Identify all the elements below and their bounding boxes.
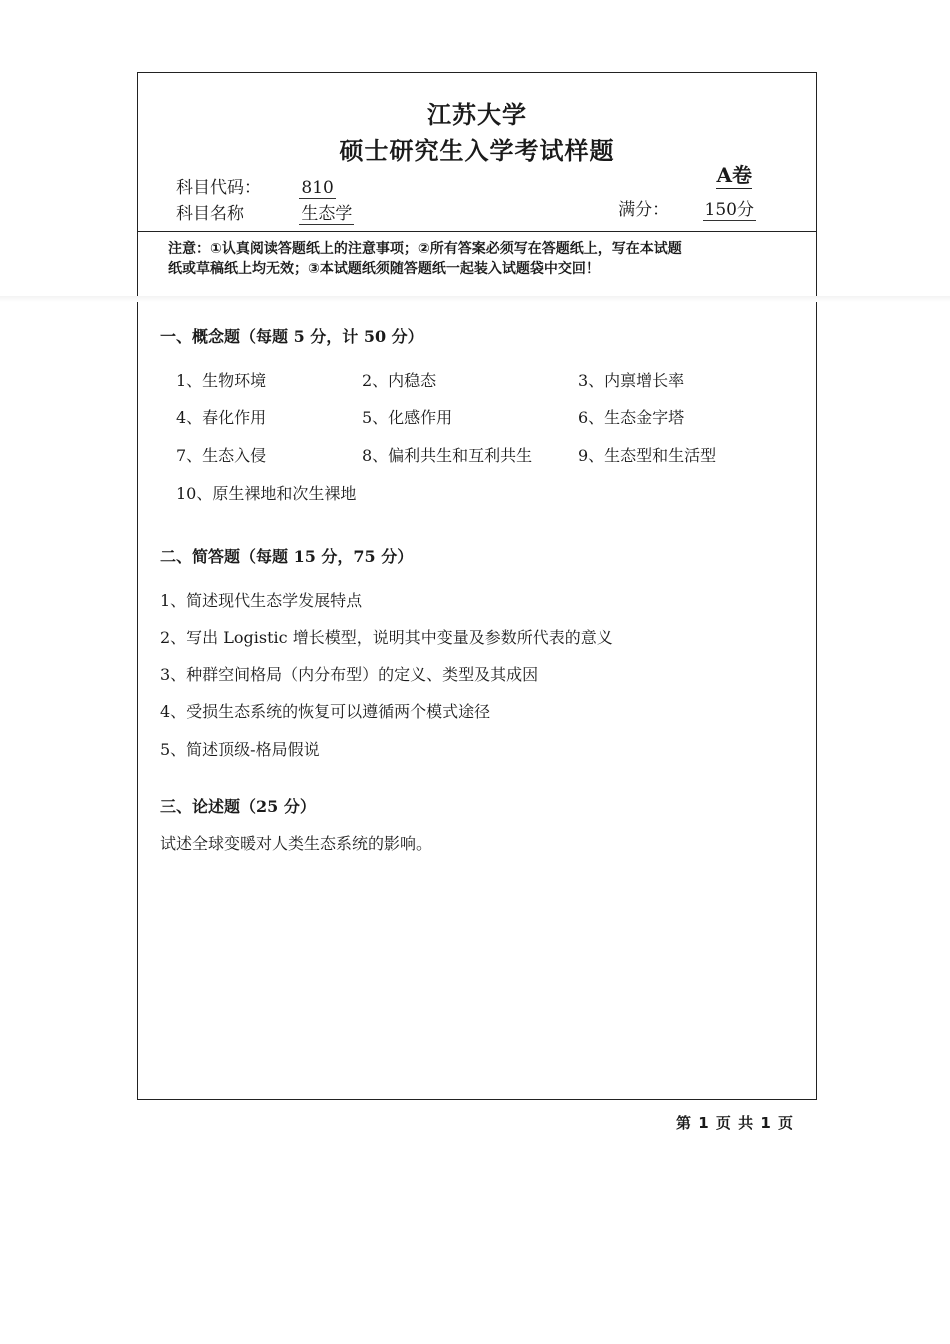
subject-code-row (176, 173, 336, 198)
subject-code-label: 科目代码： (176, 178, 261, 198)
short-answer-item: 3、种群空间格局（内分布型）的定义、类型及其成因 (160, 665, 539, 684)
full-score (618, 195, 756, 220)
section-1-title: 一、概念题（每题 5 分，计 50 分） (160, 327, 424, 346)
short-answer-item: 1、简述现代生态学发展特点 (160, 591, 363, 610)
concept-item: 10、原生裸地和次生裸地 (176, 484, 357, 503)
scan-fold-shadow (0, 296, 950, 302)
exam-frame (137, 72, 817, 1100)
subject-code-value: 810 (301, 178, 334, 198)
essay-question: 试述全球变暖对人类生态系统的影响。 (160, 834, 433, 853)
short-answer-item: 2、写出 Logistic 增长模型，说明其中变量及参数所代表的意义 (160, 628, 613, 647)
concept-item: 7、生态入侵 (176, 446, 267, 465)
concept-item: 2、内稳态 (362, 371, 437, 390)
full-score-value: 150分 (704, 200, 754, 220)
concept-item: 4、春化作用 (176, 408, 267, 427)
short-answer-item: 4、受损生态系统的恢复可以遵循两个模式途径 (160, 702, 491, 721)
concept-item: 9、生态型和生活型 (578, 446, 717, 465)
full-score-label: 满分： (618, 200, 670, 220)
subject-name-row (176, 199, 354, 224)
concept-item: 1、生物环境 (176, 371, 267, 390)
section-2-title: 二、简答题（每题 15 分，75 分） (160, 547, 414, 566)
paper-version: A卷 (716, 159, 752, 189)
subject-name-value: 生态学 (301, 204, 353, 224)
subject-name-label: 科目名称 (176, 204, 244, 224)
concept-item: 6、生态金字塔 (578, 408, 685, 427)
concept-item: 3、内禀增长率 (578, 371, 685, 390)
notice-line-2: 纸或草稿纸上均无效；③本试题纸须随答题纸一起装入试题袋中交回！ (168, 261, 600, 277)
concept-item: 8、偏利共生和互利共生 (362, 446, 533, 465)
notice-divider (138, 231, 816, 232)
exam-title: 硕士研究生入学考试样题 (339, 136, 615, 165)
exam-notice (168, 239, 778, 279)
section-3-title: 三、论述题（25 分） (160, 797, 316, 816)
concept-item: 5、化感作用 (362, 408, 453, 427)
page-number: 第 1 页 共 1 页 (676, 1114, 794, 1132)
university-name: 江苏大学 (427, 100, 527, 129)
exam-header (138, 73, 816, 231)
notice-line-1: 注意：①认真阅读答题纸上的注意事项；②所有答案必须写在答题纸上，写在本试题 (168, 241, 682, 257)
short-answer-item: 5、简述顶级-格局假说 (160, 740, 320, 759)
